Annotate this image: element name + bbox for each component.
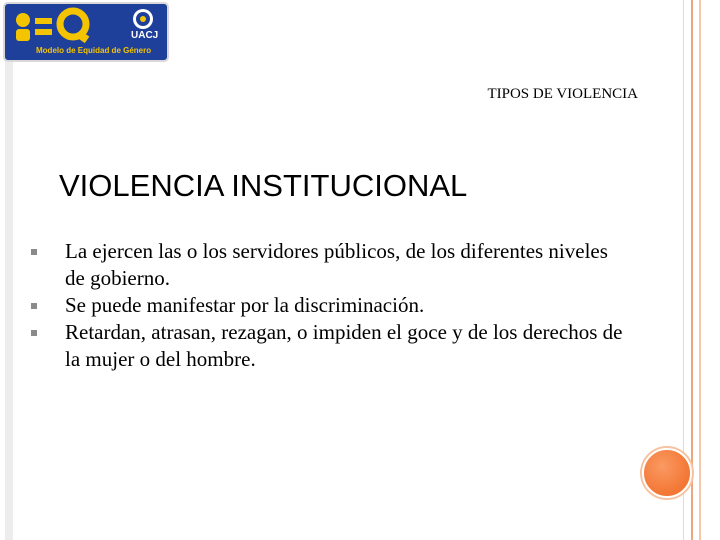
bullet-marker-icon [31,303,37,309]
right-stripe-decoration [699,0,701,540]
bullet-text: Se puede manifestar por la discriminación. [65,293,425,317]
bullet-text: Retardan, atrasan, rezagan, o impiden el goce y de los derechos de la mujer o del hombre. [65,320,623,371]
logo-text: Modelo de Equidad de Género [36,46,152,55]
bullet-marker-icon [31,330,37,336]
right-stripe-decoration [691,0,693,540]
slide-title: VIOLENCIA INSTITUCIONAL [59,168,468,203]
bullet-marker-icon [31,249,37,255]
bullet-text: La ejercen las o los servidores públicos, de los diferentes niveles de gobierno. [65,239,608,290]
bullet-item [28,292,628,319]
bullet-list [28,238,628,373]
bullet-item [28,238,628,292]
logo [3,2,169,62]
bullet-item [28,319,628,373]
slide-header: TIPOS DE VIOLENCIA [487,86,638,102]
logo-institution: UACJ [131,30,159,41]
left-border-decoration [5,60,13,540]
orange-circle-decoration [642,448,692,498]
